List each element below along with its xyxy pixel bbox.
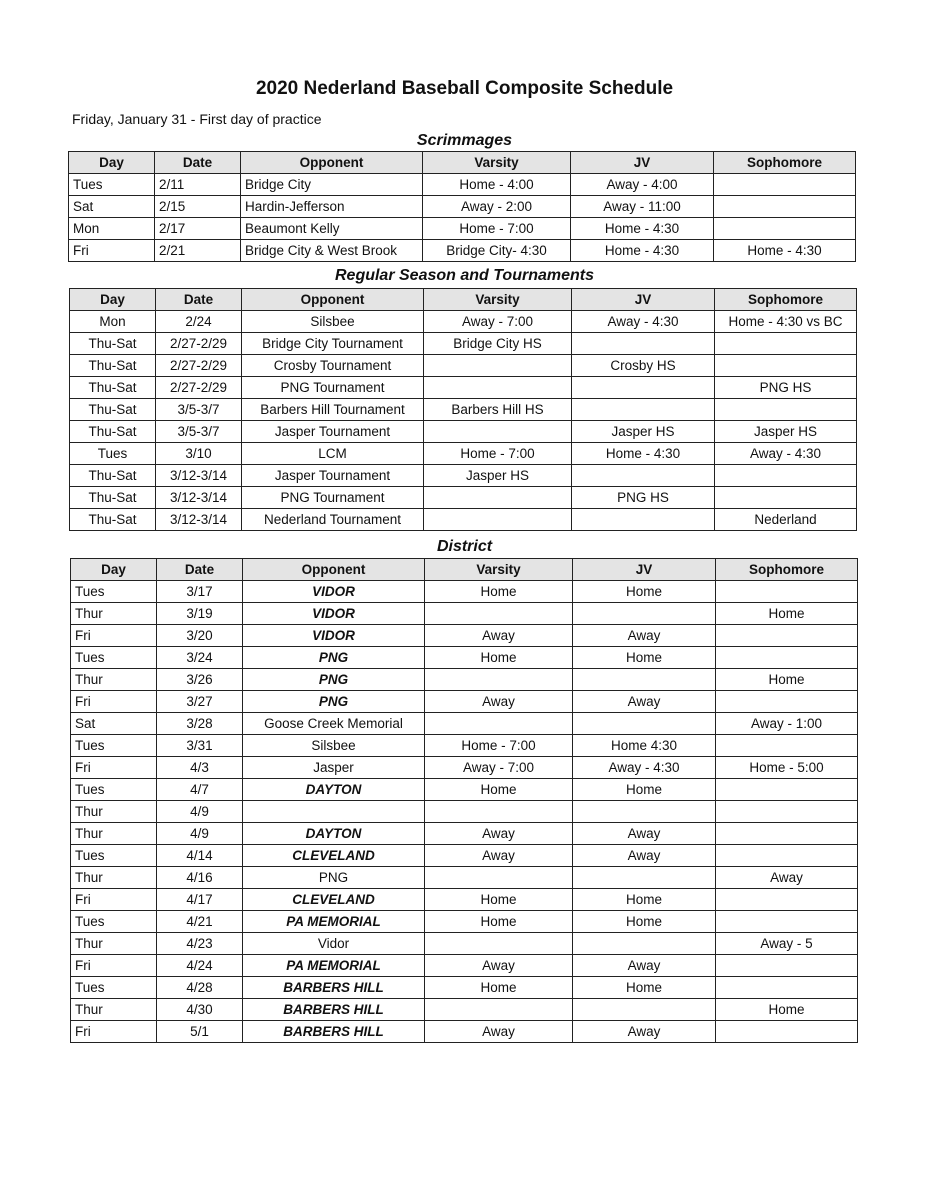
- table-row: [71, 779, 858, 801]
- cell-jv: [573, 669, 716, 691]
- cell-soph: [716, 779, 858, 801]
- cell-opponent: CLEVELAND: [243, 889, 425, 911]
- cell-varsity: Away - 7:00: [424, 311, 572, 333]
- cell-varsity: Away: [425, 823, 573, 845]
- cell-date: 3/28: [157, 713, 243, 735]
- column-header-opponent: Opponent: [242, 289, 424, 311]
- cell-date: 3/12-3/14: [156, 487, 242, 509]
- district-table: [70, 558, 858, 1043]
- cell-day: Fri: [71, 889, 157, 911]
- cell-date: 2/17: [155, 218, 241, 240]
- table-row: [71, 581, 858, 603]
- table-row: [71, 977, 858, 999]
- cell-date: 3/12-3/14: [156, 509, 242, 531]
- cell-opponent: BARBERS HILL: [243, 977, 425, 999]
- table-row: [71, 999, 858, 1021]
- cell-opponent: PA MEMORIAL: [243, 955, 425, 977]
- cell-jv: Away: [573, 625, 716, 647]
- cell-day: Tues: [71, 647, 157, 669]
- cell-soph: [716, 735, 858, 757]
- page-title: 2020 Nederland Baseball Composite Schedule: [255, 78, 674, 99]
- cell-day: Mon: [70, 311, 156, 333]
- cell-jv: Home 4:30: [573, 735, 716, 757]
- table-row: [70, 465, 857, 487]
- district-title: District: [436, 538, 493, 555]
- cell-opponent: Vidor: [243, 933, 425, 955]
- table-row: [71, 691, 858, 713]
- cell-jv: Home: [573, 911, 716, 933]
- cell-day: Sat: [71, 713, 157, 735]
- column-header-day: Day: [69, 152, 155, 174]
- cell-date: 2/11: [155, 174, 241, 196]
- cell-day: Tues: [71, 779, 157, 801]
- cell-opponent: DAYTON: [243, 779, 425, 801]
- cell-day: Fri: [69, 240, 155, 262]
- cell-soph: [716, 845, 858, 867]
- cell-date: 4/23: [157, 933, 243, 955]
- cell-soph: [716, 581, 858, 603]
- regular-season-title: Regular Season and Tournaments: [334, 267, 594, 284]
- cell-opponent: PNG: [243, 691, 425, 713]
- cell-jv: [573, 999, 716, 1021]
- cell-jv: [572, 465, 715, 487]
- column-header-date: Date: [157, 559, 243, 581]
- table-row: [71, 647, 858, 669]
- cell-soph: Away: [716, 867, 858, 889]
- table-row: [71, 625, 858, 647]
- table-row: [71, 603, 858, 625]
- cell-varsity: [425, 867, 573, 889]
- column-header-opponent: Opponent: [243, 559, 425, 581]
- cell-soph: Home: [716, 999, 858, 1021]
- cell-date: 4/17: [157, 889, 243, 911]
- table-row: [71, 933, 858, 955]
- cell-jv: PNG HS: [572, 487, 715, 509]
- cell-jv: Home - 4:30: [571, 218, 714, 240]
- cell-jv: [572, 399, 715, 421]
- cell-soph: [715, 333, 857, 355]
- header-row: [71, 559, 858, 581]
- cell-jv: Away: [573, 845, 716, 867]
- cell-soph: Jasper HS: [715, 421, 857, 443]
- table-row: [69, 196, 856, 218]
- cell-jv: Home - 4:30: [571, 240, 714, 262]
- table-row: [70, 377, 857, 399]
- cell-day: Tues: [71, 911, 157, 933]
- cell-opponent: Silsbee: [242, 311, 424, 333]
- cell-varsity: Home - 7:00: [424, 443, 572, 465]
- cell-opponent: VIDOR: [243, 603, 425, 625]
- cell-varsity: Away: [425, 691, 573, 713]
- cell-day: Fri: [71, 691, 157, 713]
- cell-varsity: Home: [425, 581, 573, 603]
- cell-soph: Away - 1:00: [716, 713, 858, 735]
- table-row: [71, 669, 858, 691]
- table-row: [69, 218, 856, 240]
- cell-soph: Home: [716, 669, 858, 691]
- cell-date: 4/24: [157, 955, 243, 977]
- cell-varsity: [424, 421, 572, 443]
- cell-day: Fri: [71, 1021, 157, 1043]
- cell-varsity: [425, 603, 573, 625]
- cell-date: 2/21: [155, 240, 241, 262]
- table-row: [71, 757, 858, 779]
- cell-opponent: Nederland Tournament: [242, 509, 424, 531]
- cell-jv: Away - 4:30: [573, 757, 716, 779]
- cell-day: Thu-Sat: [70, 399, 156, 421]
- page-subtitle: Friday, January 31 - First day of practice: [72, 111, 322, 127]
- cell-varsity: Home: [425, 779, 573, 801]
- column-header-day: Day: [70, 289, 156, 311]
- column-header-varsity: Varsity: [423, 152, 571, 174]
- cell-day: Thu-Sat: [70, 487, 156, 509]
- cell-date: 4/9: [157, 801, 243, 823]
- cell-varsity: Barbers Hill HS: [424, 399, 572, 421]
- cell-date: 4/21: [157, 911, 243, 933]
- table-row: [71, 911, 858, 933]
- cell-varsity: Away: [425, 625, 573, 647]
- column-header-soph: Sophomore: [716, 559, 858, 581]
- regular-season-table: [69, 288, 857, 531]
- table-row: [71, 735, 858, 757]
- table-row: [71, 889, 858, 911]
- cell-date: 3/31: [157, 735, 243, 757]
- cell-soph: [716, 823, 858, 845]
- cell-opponent: PA MEMORIAL: [243, 911, 425, 933]
- cell-day: Thu-Sat: [70, 465, 156, 487]
- cell-soph: [716, 625, 858, 647]
- cell-opponent: VIDOR: [243, 625, 425, 647]
- cell-jv: [573, 867, 716, 889]
- cell-date: 3/12-3/14: [156, 465, 242, 487]
- cell-soph: Home - 4:30 vs BC: [715, 311, 857, 333]
- cell-day: Thu-Sat: [70, 333, 156, 355]
- cell-date: 4/28: [157, 977, 243, 999]
- cell-varsity: [425, 801, 573, 823]
- cell-day: Thu-Sat: [70, 421, 156, 443]
- cell-varsity: Home: [425, 911, 573, 933]
- cell-varsity: Home: [425, 889, 573, 911]
- cell-date: 4/9: [157, 823, 243, 845]
- cell-opponent: PNG Tournament: [242, 377, 424, 399]
- cell-jv: [572, 509, 715, 531]
- cell-varsity: Home: [425, 647, 573, 669]
- cell-date: 4/7: [157, 779, 243, 801]
- cell-day: Thu-Sat: [70, 377, 156, 399]
- cell-jv: [572, 333, 715, 355]
- cell-opponent: Silsbee: [243, 735, 425, 757]
- cell-day: Tues: [71, 581, 157, 603]
- column-header-jv: JV: [573, 559, 716, 581]
- table-row: [71, 1021, 858, 1043]
- column-header-opponent: Opponent: [241, 152, 423, 174]
- cell-varsity: Home - 7:00: [423, 218, 571, 240]
- cell-date: 4/30: [157, 999, 243, 1021]
- table-row: [71, 867, 858, 889]
- cell-day: Thu-Sat: [70, 355, 156, 377]
- cell-opponent: Jasper: [243, 757, 425, 779]
- cell-date: 2/27-2/29: [156, 377, 242, 399]
- column-header-day: Day: [71, 559, 157, 581]
- cell-day: Thur: [71, 603, 157, 625]
- column-header-date: Date: [156, 289, 242, 311]
- cell-varsity: Bridge City HS: [424, 333, 572, 355]
- cell-jv: [573, 801, 716, 823]
- cell-jv: [573, 713, 716, 735]
- cell-jv: Home: [573, 647, 716, 669]
- cell-opponent: Jasper Tournament: [242, 465, 424, 487]
- cell-date: 3/20: [157, 625, 243, 647]
- cell-day: Tues: [70, 443, 156, 465]
- column-header-soph: Sophomore: [715, 289, 857, 311]
- cell-soph: Home - 5:00: [716, 757, 858, 779]
- cell-varsity: Home: [425, 977, 573, 999]
- cell-jv: Home: [573, 779, 716, 801]
- cell-varsity: Home - 4:00: [423, 174, 571, 196]
- cell-date: 4/3: [157, 757, 243, 779]
- cell-day: Mon: [69, 218, 155, 240]
- cell-day: Thu-Sat: [70, 509, 156, 531]
- table-row: [70, 311, 857, 333]
- cell-jv: Away: [573, 691, 716, 713]
- column-header-date: Date: [155, 152, 241, 174]
- cell-date: 3/5-3/7: [156, 399, 242, 421]
- cell-varsity: Away - 2:00: [423, 196, 571, 218]
- column-header-varsity: Varsity: [425, 559, 573, 581]
- cell-opponent: VIDOR: [243, 581, 425, 603]
- cell-soph: [714, 196, 856, 218]
- cell-jv: Crosby HS: [572, 355, 715, 377]
- cell-opponent: Bridge City: [241, 174, 423, 196]
- table-row: [70, 487, 857, 509]
- table-row: [71, 823, 858, 845]
- cell-date: 4/16: [157, 867, 243, 889]
- cell-varsity: [425, 933, 573, 955]
- cell-opponent: Barbers Hill Tournament: [242, 399, 424, 421]
- cell-jv: [573, 933, 716, 955]
- cell-varsity: [424, 487, 572, 509]
- cell-soph: [716, 911, 858, 933]
- cell-day: Fri: [71, 955, 157, 977]
- cell-opponent: Goose Creek Memorial: [243, 713, 425, 735]
- header-row: [69, 152, 856, 174]
- cell-opponent: BARBERS HILL: [243, 1021, 425, 1043]
- cell-opponent: LCM: [242, 443, 424, 465]
- table-row: [70, 443, 857, 465]
- cell-soph: Nederland: [715, 509, 857, 531]
- table-row: [70, 421, 857, 443]
- table-row: [69, 174, 856, 196]
- cell-opponent: [243, 801, 425, 823]
- cell-date: 3/19: [157, 603, 243, 625]
- cell-opponent: Crosby Tournament: [242, 355, 424, 377]
- table-row: [70, 509, 857, 531]
- table-row: [70, 333, 857, 355]
- cell-jv: Home: [573, 977, 716, 999]
- cell-day: Fri: [71, 757, 157, 779]
- header-row: [70, 289, 857, 311]
- table-row: [70, 399, 857, 421]
- cell-date: 3/26: [157, 669, 243, 691]
- cell-jv: Away - 4:00: [571, 174, 714, 196]
- scrimmages-table: [68, 151, 856, 262]
- cell-date: 4/14: [157, 845, 243, 867]
- cell-date: 3/24: [157, 647, 243, 669]
- cell-opponent: DAYTON: [243, 823, 425, 845]
- cell-jv: Away: [573, 1021, 716, 1043]
- cell-soph: PNG HS: [715, 377, 857, 399]
- cell-jv: Away - 11:00: [571, 196, 714, 218]
- cell-date: 3/27: [157, 691, 243, 713]
- cell-jv: [572, 377, 715, 399]
- cell-day: Thur: [71, 999, 157, 1021]
- cell-day: Tues: [69, 174, 155, 196]
- column-header-jv: JV: [571, 152, 714, 174]
- cell-day: Sat: [69, 196, 155, 218]
- scrimmages-title: Scrimmages: [416, 132, 513, 149]
- cell-soph: [716, 801, 858, 823]
- table-row: [69, 240, 856, 262]
- cell-date: 2/27-2/29: [156, 333, 242, 355]
- cell-soph: [716, 691, 858, 713]
- cell-jv: Home - 4:30: [572, 443, 715, 465]
- cell-date: 3/5-3/7: [156, 421, 242, 443]
- cell-date: 2/15: [155, 196, 241, 218]
- cell-soph: [716, 977, 858, 999]
- cell-day: Thur: [71, 823, 157, 845]
- cell-opponent: BARBERS HILL: [243, 999, 425, 1021]
- cell-varsity: Away: [425, 845, 573, 867]
- column-header-soph: Sophomore: [714, 152, 856, 174]
- cell-soph: [716, 647, 858, 669]
- column-header-varsity: Varsity: [424, 289, 572, 311]
- cell-jv: Home: [573, 889, 716, 911]
- cell-day: Tues: [71, 977, 157, 999]
- cell-varsity: [425, 669, 573, 691]
- cell-jv: Away - 4:30: [572, 311, 715, 333]
- cell-soph: [715, 355, 857, 377]
- cell-opponent: PNG: [243, 647, 425, 669]
- cell-varsity: Home - 7:00: [425, 735, 573, 757]
- cell-jv: Away: [573, 823, 716, 845]
- table-row: [71, 713, 858, 735]
- cell-soph: [716, 1021, 858, 1043]
- cell-opponent: Jasper Tournament: [242, 421, 424, 443]
- cell-varsity: Away - 7:00: [425, 757, 573, 779]
- cell-varsity: Away: [425, 1021, 573, 1043]
- cell-soph: [716, 889, 858, 911]
- cell-soph: [714, 218, 856, 240]
- cell-jv: Away: [573, 955, 716, 977]
- cell-opponent: PNG: [243, 867, 425, 889]
- cell-day: Tues: [71, 845, 157, 867]
- cell-varsity: [425, 999, 573, 1021]
- cell-opponent: CLEVELAND: [243, 845, 425, 867]
- cell-jv: [573, 603, 716, 625]
- cell-opponent: Bridge City Tournament: [242, 333, 424, 355]
- cell-varsity: [425, 713, 573, 735]
- cell-opponent: Beaumont Kelly: [241, 218, 423, 240]
- cell-day: Thur: [71, 669, 157, 691]
- cell-soph: [716, 955, 858, 977]
- cell-soph: Away - 5: [716, 933, 858, 955]
- cell-opponent: PNG: [243, 669, 425, 691]
- cell-soph: [715, 399, 857, 421]
- cell-varsity: Away: [425, 955, 573, 977]
- cell-day: Thur: [71, 933, 157, 955]
- table-row: [70, 355, 857, 377]
- cell-opponent: PNG Tournament: [242, 487, 424, 509]
- cell-soph: Away - 4:30: [715, 443, 857, 465]
- cell-varsity: Bridge City- 4:30: [423, 240, 571, 262]
- cell-date: 3/17: [157, 581, 243, 603]
- cell-soph: [715, 487, 857, 509]
- cell-jv: Home: [573, 581, 716, 603]
- cell-day: Tues: [71, 735, 157, 757]
- cell-opponent: Bridge City & West Brook: [241, 240, 423, 262]
- cell-date: 2/27-2/29: [156, 355, 242, 377]
- table-row: [71, 845, 858, 867]
- cell-day: Thur: [71, 867, 157, 889]
- cell-day: Fri: [71, 625, 157, 647]
- cell-varsity: Jasper HS: [424, 465, 572, 487]
- table-row: [71, 801, 858, 823]
- cell-date: 3/10: [156, 443, 242, 465]
- cell-date: 2/24: [156, 311, 242, 333]
- table-row: [71, 955, 858, 977]
- column-header-jv: JV: [572, 289, 715, 311]
- cell-soph: [715, 465, 857, 487]
- cell-day: Thur: [71, 801, 157, 823]
- cell-soph: Home - 4:30: [714, 240, 856, 262]
- cell-jv: Jasper HS: [572, 421, 715, 443]
- cell-soph: Home: [716, 603, 858, 625]
- cell-date: 5/1: [157, 1021, 243, 1043]
- cell-varsity: [424, 377, 572, 399]
- cell-opponent: Hardin-Jefferson: [241, 196, 423, 218]
- cell-soph: [714, 174, 856, 196]
- cell-varsity: [424, 509, 572, 531]
- cell-varsity: [424, 355, 572, 377]
